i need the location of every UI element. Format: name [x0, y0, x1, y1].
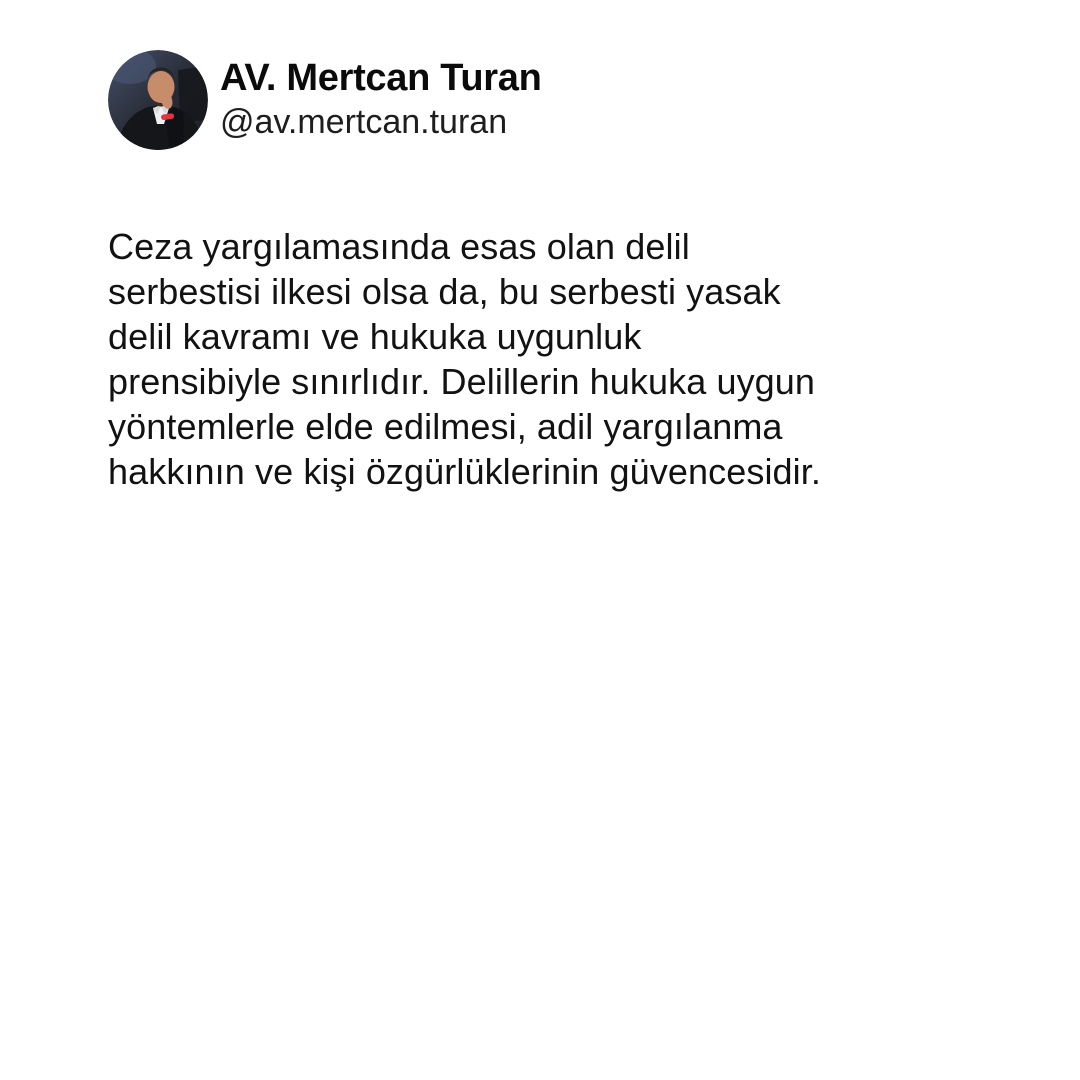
- profile-header: [108, 50, 542, 150]
- profile-handle: @av.mertcan.turan: [220, 103, 508, 142]
- post-text-line: delil kavramı ve hukuka uygunluk: [108, 316, 642, 357]
- profile-name: AV. Mertcan Turan: [220, 56, 542, 99]
- post-text-line: yöntemlerle elde edilmesi, adil yargılanma: [108, 406, 783, 447]
- post-text-line: prensibiyle sınırlıdır. Delillerin hukuka uygun: [108, 361, 816, 402]
- man-portrait-avatar-icon: [108, 50, 208, 150]
- post-text-line: hakkının ve kişi özgürlüklerinin güvencesidir.: [108, 451, 821, 492]
- post-text: [108, 224, 988, 494]
- profile-names: [220, 57, 542, 143]
- post-text-line: Ceza yargılamasında esas olan delil: [108, 226, 690, 267]
- post-text-line: serbestisi ilkesi olsa da, bu serbesti yasak: [108, 271, 781, 312]
